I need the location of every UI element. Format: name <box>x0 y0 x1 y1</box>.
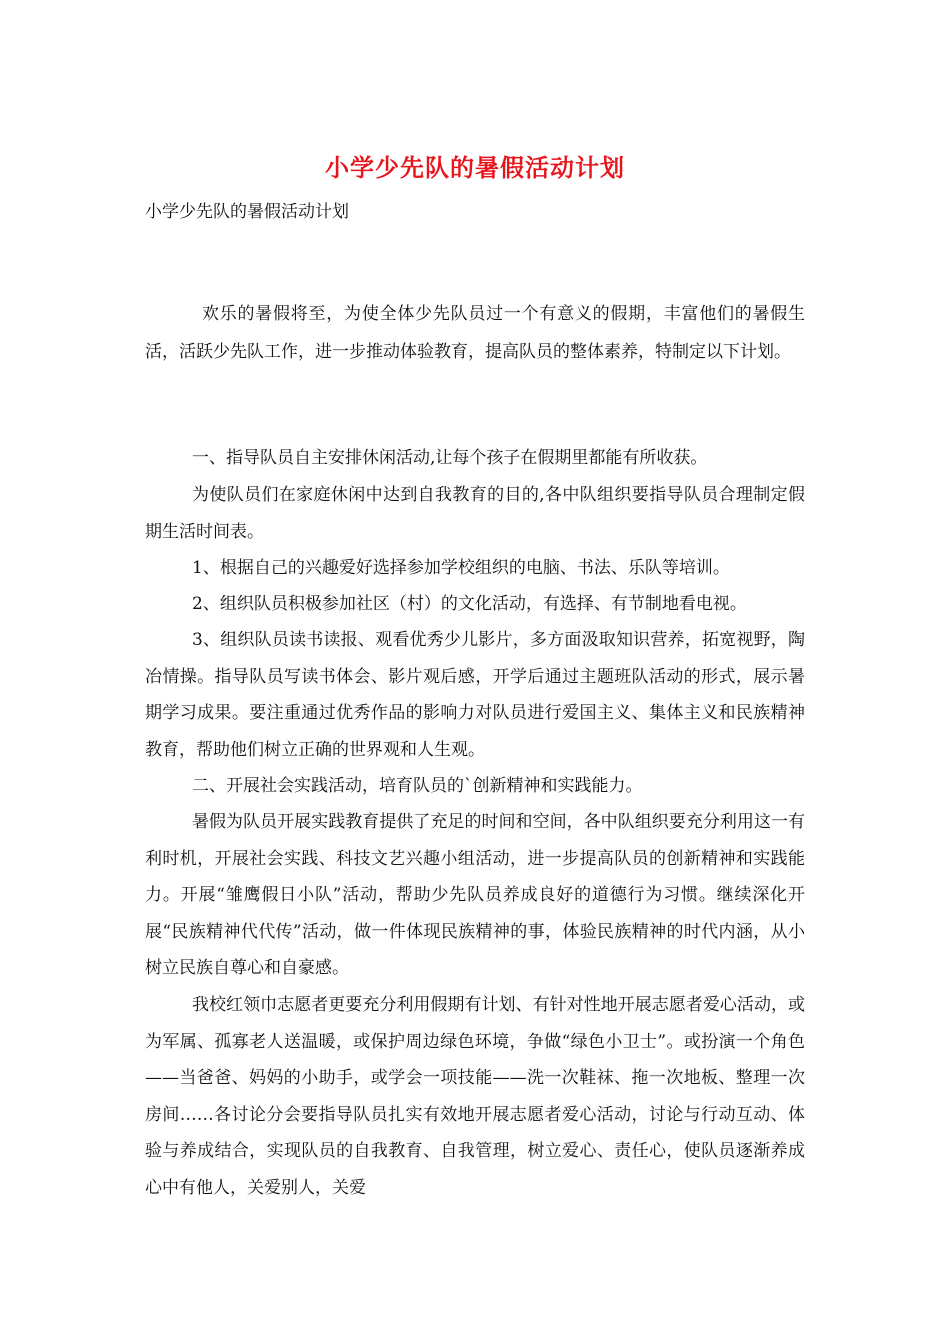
section-1-item-1: 1、根据自己的兴趣爱好选择参加学校组织的电脑、书法、乐队等培训。 <box>192 558 730 578</box>
intro-paragraph: 欢乐的暑假将至，为使全体少先队员过一个有意义的假期，丰富他们的暑假生活，活跃少先队工作，进一步推动体验教育，提高队员的整体素养，特制定以下计划。 <box>145 304 805 362</box>
section-2-description: 暑假为队员开展实践教育提供了充足的时间和空间，各中队组织要充分利用这一有利时机，开展社会实践、科技文艺兴趣小组活动，进一步提高队员的创新精神和实践能力。开展“雏鹰假日小队”活动，帮助少先队员养成良好的道德行为习惯。继续深化开展“民族精神代代传”活动，做一件体现民族精神的事，体验民族精神的时代内涵，从小树立民族自尊心和自豪感。 <box>145 812 805 978</box>
section-1-description: 为使队员们在家庭休闲中达到自我教育的目的,各中队组织要指导队员合理制定假期生活时间表。 <box>145 485 805 542</box>
section-1-item-3: 3、组织队员读书读报、观看优秀少儿影片，多方面汲取知识营养，拓宽视野，陶冶情操。指导队员写读书体会、影片观后感，开学后通过主题班队活动的形式，展示暑期学习成果。要注重通过优秀作品的影响力对队员进行爱国主义、集体主义和民族精神教育，帮助他们树立正确的世界观和人生观。 <box>145 630 805 760</box>
section-2-heading: 二、开展社会实践活动，培育队员的`创新精神和实践能力。 <box>192 776 643 796</box>
section-1-heading: 一、指导队员自主安排休闲活动,让每个孩子在假期里都能有所收获。 <box>192 448 708 468</box>
volunteer-paragraph: 我校红领巾志愿者更要充分利用假期有计划、有针对性地开展志愿者爱心活动，或为军属、孤寡老人送温暖，或保护周边绿色环境，争做“绿色小卫士”。或扮演一个角色——当爸爸、妈妈的小助手，或学会一项技能——洗一次鞋袜、拖一次地板、整理一次房间……各讨论分会要指导队员扎实有效地开展志愿者爱心活动，讨论与行动互动、体验与养成结合，实现队员的自我教育、自我管理，树立爱心、责任心，使队员逐渐养成心中有他人，关爱别人，关爱 <box>145 995 805 1198</box>
document-subtitle: 小学少先队的暑假活动计划 <box>145 202 349 222</box>
document-title: 小学少先队的暑假活动计划 <box>325 153 625 182</box>
section-1-item-2: 2、组织队员积极参加社区（村）的文化活动，有选择、有节制地看电视。 <box>192 594 747 614</box>
